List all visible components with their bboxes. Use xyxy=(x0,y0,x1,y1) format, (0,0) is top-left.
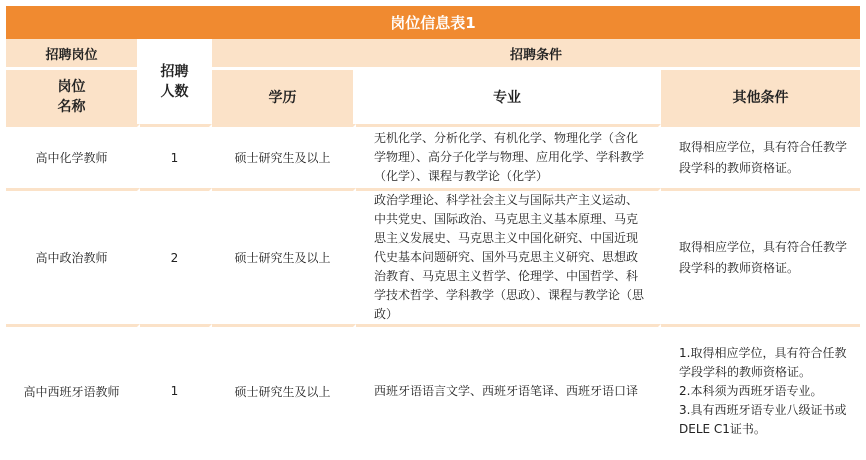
header-post-name-line1: 岗位 xyxy=(57,79,86,95)
header-major: 专业 xyxy=(356,70,661,124)
row-other-line: 3.具有西班牙语专业八级证书或DELE C1证书。 xyxy=(679,402,847,436)
row-major xyxy=(356,188,661,324)
row-major xyxy=(356,124,661,188)
row-post: 高中西班牙语教师 xyxy=(6,324,140,455)
row-major-text: 无机化学、分析化学、有机化学、物理化学（含化学物理）、高分子化学与物理、应用化学、学科教学（化学）、课程与教学论（化学） xyxy=(374,131,645,183)
header-count-line1: 招聘 xyxy=(160,63,189,80)
table-row xyxy=(6,124,860,188)
header-education: 学历 xyxy=(212,70,356,124)
table-row xyxy=(6,324,860,455)
table-row xyxy=(6,188,860,324)
row-major-text: 政治学理论、科学社会主义与国际共产主义运动、中共党史、国际政治、马克思主义基本原理、马克思主义发展史、马克思主义中国化研究、中国近现代史基本问题研究、国外马克思主义研究、思想政治教育、马克思主义哲学、伦理学、中国哲学、科学技术哲学、学科教学（思政）、课程与教学论（思政） xyxy=(374,193,645,321)
row-other-text: 取得相应学位，具有符合任教学段学科的教师资格证。 xyxy=(679,139,848,175)
row-other-line: 2.本科须为西班牙语专业。 xyxy=(679,383,823,398)
row-count: 2 xyxy=(140,188,212,324)
header-post-name-line2: 名称 xyxy=(57,99,86,115)
row-post: 高中政治教师 xyxy=(6,188,140,324)
row-education: 硕士研究生及以上 xyxy=(212,188,356,324)
header-count xyxy=(140,39,212,124)
header-other: 其他条件 xyxy=(661,70,860,124)
header-conditions-group: 招聘条件 xyxy=(212,39,860,70)
row-count: 1 xyxy=(140,324,212,455)
row-count: 1 xyxy=(140,124,212,188)
row-other xyxy=(661,188,860,324)
row-other xyxy=(661,124,860,188)
position-info-table xyxy=(6,6,860,455)
row-education: 硕士研究生及以上 xyxy=(212,124,356,188)
row-other-line: 1.取得相应学位，具有符合任教学段学科的教师资格证。 xyxy=(679,345,847,379)
row-education: 硕士研究生及以上 xyxy=(212,324,356,455)
row-post: 高中化学教师 xyxy=(6,124,140,188)
row-other xyxy=(661,324,860,455)
header-count-line2: 人数 xyxy=(160,83,189,100)
header-post-name xyxy=(6,70,140,124)
row-major-text: 西班牙语语言文学、西班牙语笔译、西班牙语口译 xyxy=(374,383,639,398)
row-other-text: 取得相应学位，具有符合任教学段学科的教师资格证。 xyxy=(679,239,848,275)
table-title: 岗位信息表1 xyxy=(6,6,860,39)
row-major xyxy=(356,324,661,455)
header-post-group: 招聘岗位 xyxy=(6,39,140,70)
